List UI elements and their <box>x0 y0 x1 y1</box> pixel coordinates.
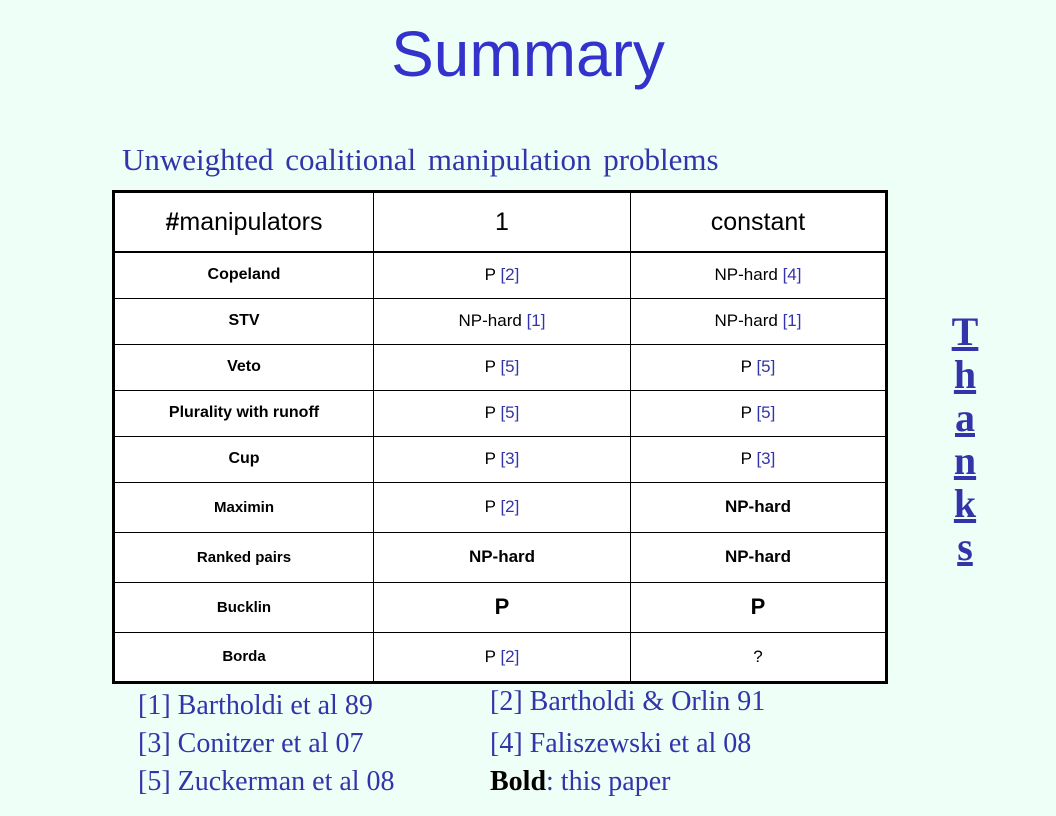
citation-4: [4] Faliszewski et al 08 <box>490 728 752 759</box>
header-rule <box>114 192 374 253</box>
cell-constant <box>631 436 887 482</box>
cell-ref: [3] <box>756 449 776 468</box>
rule-bucklin: Bucklin <box>114 582 374 632</box>
table-row <box>114 532 887 582</box>
cell-value: P <box>484 646 496 666</box>
table-header-row <box>114 192 887 253</box>
table-row <box>114 436 887 482</box>
cell-constant: NP-hard <box>631 482 887 532</box>
table-row <box>114 582 887 632</box>
cell-ref: [2] <box>500 497 520 516</box>
thanks-letter: s <box>957 524 973 569</box>
header-col-constant: constant <box>631 192 887 253</box>
cell-value: P <box>484 265 496 285</box>
cell-constant: P <box>631 582 887 632</box>
cell-single <box>374 344 631 390</box>
cell-value: P <box>484 449 496 468</box>
cell-value: NP-hard <box>714 265 778 285</box>
cell-constant <box>631 344 887 390</box>
table-row <box>114 298 887 344</box>
table-row <box>114 390 887 436</box>
cell-ref: [5] <box>500 357 520 376</box>
legend-bold-text: : this paper <box>546 766 671 797</box>
header-hash: # <box>165 207 180 236</box>
cell-single <box>374 390 631 436</box>
citation-1: [1] Bartholdi et al 89 <box>138 690 373 721</box>
cell-ref: [2] <box>500 646 520 666</box>
cell-ref: [5] <box>500 403 520 422</box>
cell-ref: [1] <box>782 311 802 330</box>
cell-constant-unknown: ? <box>631 632 887 682</box>
header-rule-text: manipulators <box>179 207 323 236</box>
citation-2: [2] Bartholdi & Orlin 91 <box>490 686 766 717</box>
cell-constant <box>631 390 887 436</box>
header-col-1: 1 <box>374 192 631 253</box>
rule-copeland: Copeland <box>114 252 374 298</box>
citation-3: [3] Conitzer et al 07 <box>138 728 364 759</box>
cell-ref: [2] <box>500 265 520 285</box>
thanks-letter: k <box>953 481 977 526</box>
rule-plurality-with-runoff: Plurality with runoff <box>114 390 374 436</box>
cell-constant <box>631 298 887 344</box>
cell-single: NP-hard <box>374 532 631 582</box>
complexity-table <box>112 190 888 684</box>
thanks-vertical <box>944 310 986 568</box>
page-title: Summary <box>391 18 665 90</box>
table-row <box>114 252 887 298</box>
cell-ref: [5] <box>756 403 776 422</box>
cell-ref: [3] <box>500 449 520 468</box>
rule-ranked-pairs: Ranked pairs <box>114 532 374 582</box>
cell-value: NP-hard <box>458 311 522 330</box>
citation-5: [5] Zuckerman et al 08 <box>138 766 395 797</box>
legend-bold-word: Bold <box>490 766 547 797</box>
cell-ref: [4] <box>782 265 802 285</box>
cell-ref: [5] <box>756 357 776 376</box>
cell-value: P <box>740 403 752 422</box>
cell-single <box>374 252 631 298</box>
cell-constant <box>631 252 887 298</box>
rule-cup: Cup <box>114 436 374 482</box>
cell-ref: [1] <box>526 311 546 330</box>
cell-value: P <box>484 497 496 516</box>
table-row <box>114 344 887 390</box>
cell-value: P <box>740 449 752 468</box>
rule-stv: STV <box>114 298 374 344</box>
cell-single <box>374 436 631 482</box>
cell-single <box>374 298 631 344</box>
thanks-letter: a <box>955 395 975 440</box>
table-row <box>114 482 887 532</box>
legend-bold <box>490 766 670 798</box>
cell-single <box>374 482 631 532</box>
cell-single <box>374 632 631 682</box>
rule-maximin: Maximin <box>114 482 374 532</box>
table-caption: Unweighted coalitional manipulation problems <box>122 142 719 177</box>
thanks-letter: n <box>953 438 977 483</box>
cell-value: P <box>484 357 496 376</box>
table-row <box>114 632 887 682</box>
thanks-letter: T <box>951 309 979 354</box>
rule-veto: Veto <box>114 344 374 390</box>
cell-constant: NP-hard <box>631 532 887 582</box>
cell-value: NP-hard <box>714 311 778 330</box>
cell-value: P <box>484 403 496 422</box>
thanks-letter: h <box>953 352 977 397</box>
rule-borda: Borda <box>114 632 374 682</box>
cell-single: P <box>374 582 631 632</box>
cell-value: P <box>740 357 752 376</box>
